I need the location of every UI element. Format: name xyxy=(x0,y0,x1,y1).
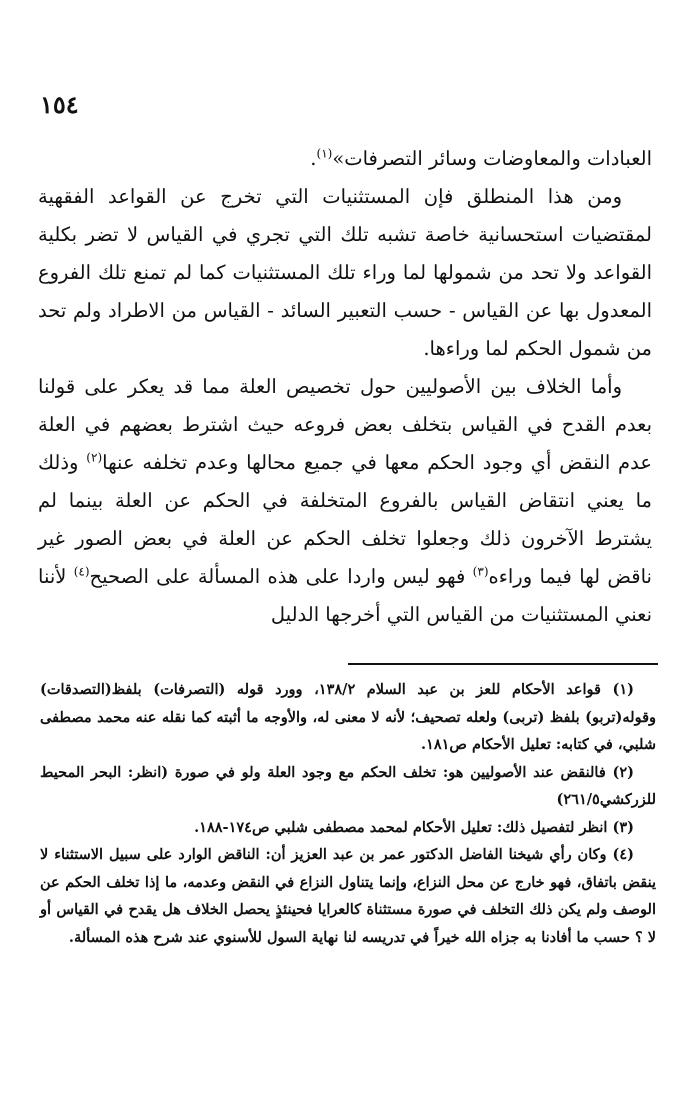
paragraph-3-part-4: لأننا نعني المستثنيات من القياس التي أخرجها الدليل xyxy=(38,565,652,626)
footnote-ref-4: (٤) xyxy=(73,564,90,579)
paragraph-3 xyxy=(38,368,652,634)
footnote-4: (٤) وكان رأي شيخنا الفاضل الدكتور عمر بن عبد العزيز أن: الناقض الوارد على سبيل الاستثناء لا ينقض باتفاق، فهو خارج عن محل النزاع، وإنما يتناول النزاع في النقض وعدمه، ما إذا تخلف الحكم عن الوصف ولم يكن ذلك التخلف في صورة مستثناة كالعرايا فحينئذٍ يحصل الخلاف هل يقدح في القياس أو لا ؟ حسب ما أفادنا به جزاه الله خيراً في تدريسه لنا نهاية السول للأسنوي عند شرح هذه المسألة. xyxy=(40,846,656,946)
paragraph-1-text: العبادات والمعاوضات وسائر التصرفات» xyxy=(332,147,652,170)
footnote-3: (٣) انظر لتفصيل ذلك: تعليل الأحكام لمحمد مصطفى شلبي ص١٧٤-١٨٨. xyxy=(194,818,634,836)
page-number: ١٥٤ xyxy=(40,90,79,119)
paragraph-1 xyxy=(38,140,652,178)
paragraph-2: ومن هذا المنطلق فإن المستثنيات التي تخرج عن القواعد الفقهية لمقتضيات استحسانية خاصة تشبه تلك التي تجري في القياس لا تضر بكلية القواعد ولا تحد من شمولها لما وراء تلك المستثنيات كما لم تمنع تلك الفروع المعدول بها عن القياس - حسب التعبير السائد - القياس من الاطراد ولم تحد من شمول الحكم لما وراءها. xyxy=(38,185,652,360)
main-text xyxy=(38,140,652,634)
footnote-ref-3: (٣) xyxy=(472,564,489,579)
footnotes xyxy=(40,676,656,951)
paragraph-3-part-1: وأما الخلاف بين الأصوليين حول تخصيص العلة مما قد يعكر على قولنا بعدم القدح في القياس بتخلف بعض فروعه حيث اشترط بعضهم في العلة عدم النقض أي وجود الحكم معها في جميع محالها وعدم تخلفه عنها xyxy=(38,375,652,474)
footnote-separator xyxy=(348,663,658,665)
footnote-2: (٢) فالنقض عند الأصوليين هو: تخلف الحكم مع وجود العلة ولو في صورة (انظر: البحر المحيط للزركشي٢٦١/٥) xyxy=(40,763,656,808)
footnote-1: (١) قواعد الأحكام للعز بن عبد السلام ١٣٨/٢، وورد قوله (التصرفات) بلفظ(التصدقات) وقوله(تربو) بلفظ (تربى) ولعله تصحيف؛ لأنه لا معنى له، والأوجه ما أثبته كما نقله عنه محمد مصطفى شلبي، في كتابه: تعليل الأحكام ص١٨١. xyxy=(40,681,656,753)
paragraph-3-part-3: فهو ليس واردا على هذه المسألة على الصحيح xyxy=(89,565,473,588)
footnote-ref-1: (١) xyxy=(316,146,333,161)
paragraph-1-end: . xyxy=(310,147,317,170)
paragraph-3-part-2: وذلك ما يعني انتقاض القياس بالفروع المتخلفة في الحكم عن العلة بينما لم يشترط الآخرون ذلك وجعلوا تخلف الحكم عن العلة في بعض الصور غير ناقض لها فيما وراءه xyxy=(38,451,652,588)
footnote-ref-2: (٢) xyxy=(86,450,103,465)
